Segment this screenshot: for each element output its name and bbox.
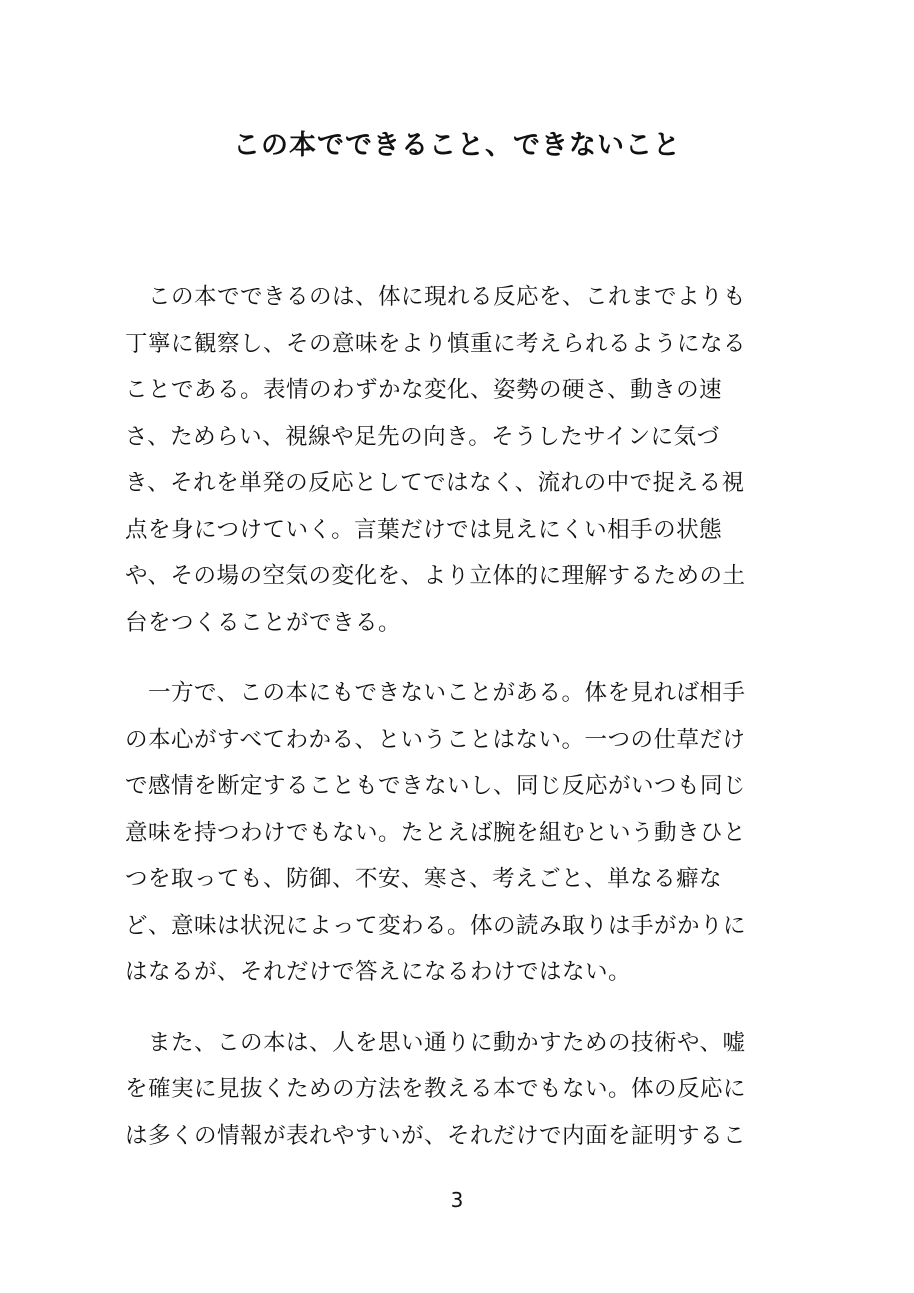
text-line: 台をつくることができる。 — [125, 609, 402, 636]
text-line: の本心がすべてわかる、ということはない。一つの仕草だけ — [125, 726, 746, 753]
paragraph-1 — [125, 274, 785, 646]
text-line: ど、意味は状況によって変わる。体の読み取りは手がかりに — [125, 912, 747, 939]
text-line: き、それを単発の反応としてではなく、流れの中で捉える視 — [125, 470, 745, 496]
text-line: さ、ためらい、視線や足先の向き。そうしたサインに気づ — [125, 423, 720, 450]
text-line: 一方で、この本にもできないことがある。体を見れば相手 — [125, 680, 746, 706]
text-line: を確実に見抜くための方法を教える本でもない。体の反応に — [125, 1076, 747, 1102]
text-line: や、その場の空気の変化を、より立体的に理解するための土 — [125, 563, 746, 589]
paragraph-3 — [125, 1020, 785, 1160]
text-line: ことである。表情のわずかな変化、姿勢の硬さ、動きの速 — [125, 377, 723, 403]
text-line: また、この本は、人を思い通りに動かすための技術や、嘘 — [125, 1029, 746, 1056]
text-line: で感情を断定することもできないし、同じ反応がいつも同じ — [125, 773, 747, 799]
text-line: つを取っても、防御、不安、寒さ、考えごと、単なる癖な — [125, 866, 723, 892]
page-number: 3 — [450, 1188, 464, 1212]
paragraph-2 — [125, 670, 785, 996]
text-line: はなるが、それだけで答えになるわけではない。 — [125, 959, 632, 985]
text-line: この本でできるのは、体に現れる反応を、これまでよりも — [125, 284, 747, 310]
text-line: 丁寧に観察し、その意味をより慎重に考えられるようになる — [125, 330, 747, 357]
text-line: は多くの情報が表れやすいが、それだけで内面を証明するこ — [125, 1122, 747, 1149]
text-line: 意味を持つわけでもない。たとえば腕を組むという動きひと — [125, 819, 747, 846]
text-line: 点を身につけていく。言葉だけでは見えにくい相手の状態 — [125, 516, 723, 543]
body-text — [125, 274, 785, 1183]
page-title: この本でできること、できないこと — [233, 130, 681, 161]
